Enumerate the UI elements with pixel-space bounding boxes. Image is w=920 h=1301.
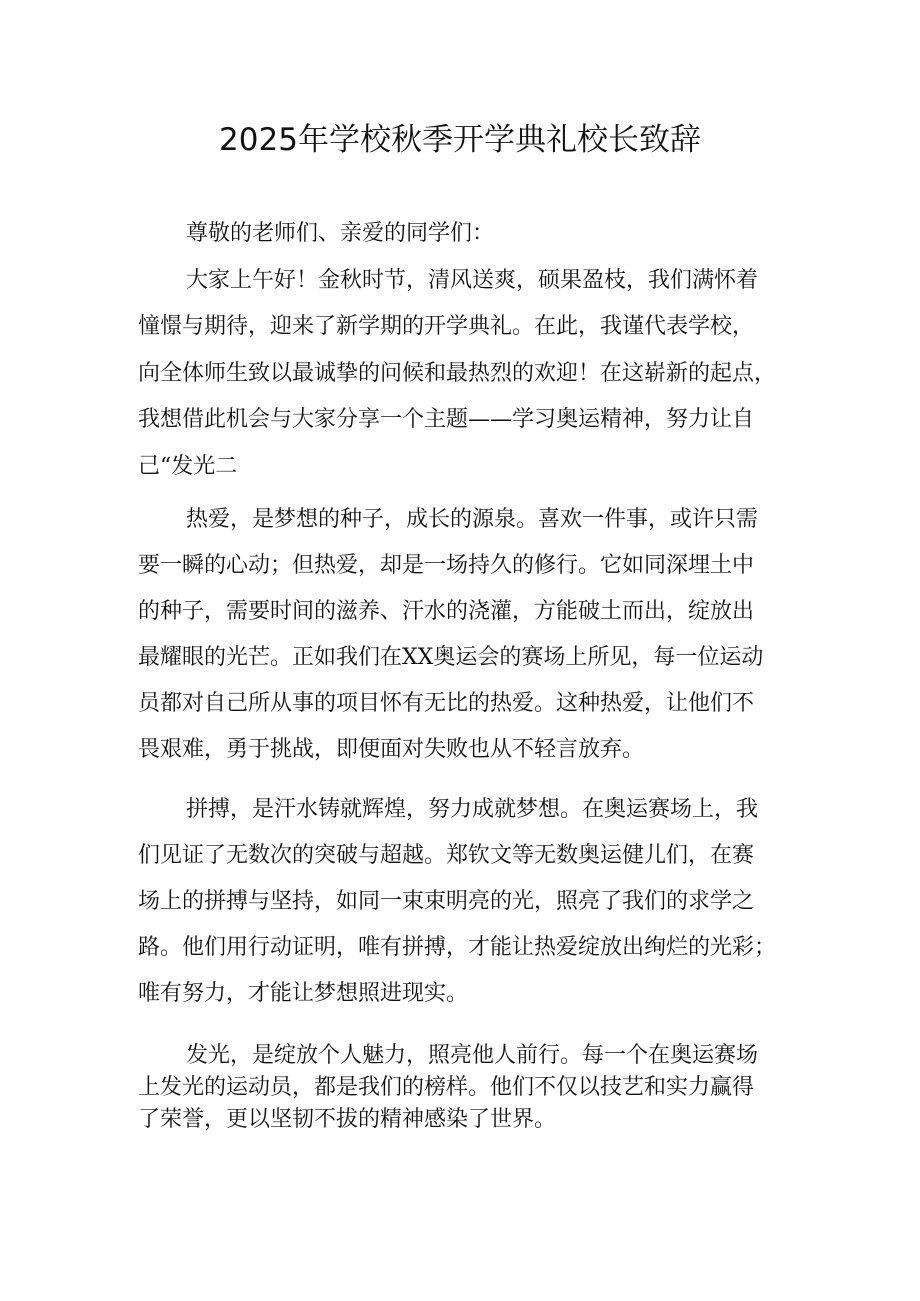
paragraph-1-line-2: 憧憬与期待，迎来了新学期的开学典礼。在此，我谨代表学校， — [138, 314, 755, 339]
document-title: 2025年学校秋季开学典礼校长致辞 — [219, 122, 701, 158]
paragraph-1-line-5: 己“发光二 — [138, 454, 238, 479]
paragraph-2-line-2: 要一瞬的心动；但热爱，却是一场持久的修行。它如同深埋土中 — [138, 553, 755, 578]
paragraph-1-line-1: 大家上午好！金秋时节，清风送爽，硕果盈枝，我们满怀着 — [186, 268, 759, 293]
paragraph-1-line-3: 向全体师生致以最诚挚的问候和最热烈的欢迎！在这崭新的起点， — [138, 361, 777, 386]
paragraph-3-line-5: 唯有努力，才能让梦想照进现实。 — [138, 981, 469, 1006]
paragraph-2-line-5: 员都对自己所从事的项目怀有无比的热爱。这种热爱，让他们不 — [138, 691, 755, 716]
paragraph-2-line-6: 畏艰难，勇于挑战，即便面对失败也从不轻言放弃。 — [138, 737, 645, 762]
paragraph-2-line-3: 的种子，需要时间的滋养、汗水的浇灌，方能破土而出，绽放出 — [138, 599, 755, 624]
paragraph-1-line-4: 我想借此机会与大家分享一个主题——学习奥运精神，努力让自 — [138, 407, 755, 432]
salutation: 尊敬的老师们、亲爱的同学们： — [186, 221, 495, 246]
paragraph-3-line-4: 路。他们用行动证明，唯有拼搏，才能让热爱绽放出绚烂的光彩； — [138, 935, 777, 960]
paragraph-4-line-3: 了荣誉，更以坚韧不拔的精神感染了世界。 — [138, 1107, 557, 1132]
paragraph-4-line-1: 发光，是绽放个人魅力，照亮他人前行。每一个在奥运赛场 — [186, 1043, 759, 1068]
paragraph-3-line-1: 拼搏，是汗水铸就辉煌，努力成就梦想。在奥运赛场上，我 — [186, 797, 759, 822]
paragraph-4-line-2: 上发光的运动员，都是我们的榜样。他们不仅以技艺和实力赢得 — [138, 1075, 755, 1100]
paragraph-3-line-3: 场上的拼搏与坚持，如同一束束明亮的光，照亮了我们的求学之 — [138, 889, 755, 914]
paragraph-3-line-2: 们见证了无数次的突破与超越。郑钦文等无数奥运健儿们，在赛 — [138, 843, 755, 868]
paragraph-2-line-1: 热爱，是梦想的种子，成长的源泉。喜欢一件事，或许只需 — [186, 507, 759, 532]
paragraph-2-line-4: 最耀眼的光芒。正如我们在XX奥运会的赛场上所见，每一位运动 — [138, 645, 764, 670]
